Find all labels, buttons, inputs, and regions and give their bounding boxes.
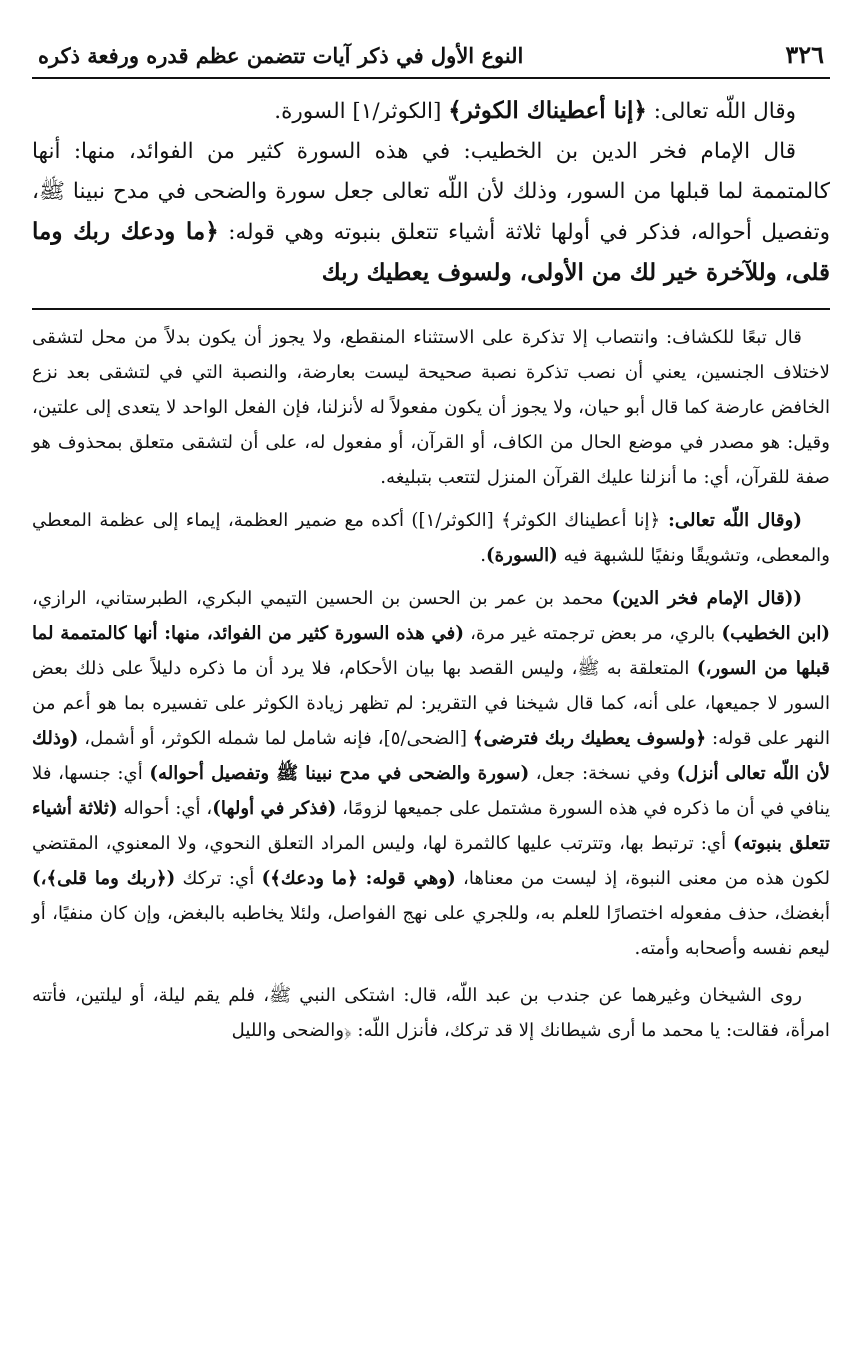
page-number: ٣٢٦ [785,40,824,69]
commentary-paragraph-3: ((قال الإمام فخر الدين) محمد بن عمر بن الحسن بن الحسين التيمي البكري، الطبرستاني، الرازي، (ابن الخطيب) بالري، مر بعض ترجمته غير مرة، (في هذه السورة كثير من الفوائد، منها: أنها كالمتممة لما قبلها من السور،) المتعلقة به ﷺ، وليس القصد بها بيان الأحكام، فلا يرد أن ما ذكره دليلاً على ذلك بعض السور لا جميعها، على أنه، كما قال شيخنا في التقرير: لم تظهر زيادة الكوثر على تفسيره بما هو أعم من النهر على قوله: ﴿ولسوف يعطيك ربك فترضى﴾ [الضحى/٥]، فإنه شامل لما شمله الكوثر، أو أشمل، (وذلك لأن اللّه تعالى أنزل) وفي نسخة: جعل، (سورة والضحى في مدح نبينا ﷺ وتفصيل أحواله) أي: جنسها، فلا ينافي في أن ما ذكره في هذه السورة مشتمل على جميعها لزومًا، (فذكر في أولها)، أي: أحواله (ثلاثة أشياء تتعلق بنبوته) أي: ترتبط بها، وتترتب عليها كالثمرة لها، وليس المراد التعلق النحوي، ولا المعنوي، المقتضي لكون هذه من معنى النبوة، إذ ليست من معناها، (وهي قوله: ﴿ما ودعك﴾) أي: تركك (﴿ربك وما قلى﴾،) أبغضك، حذف مفعوله اختصارًا للعلم به، وللجري على نهج الفواصل، ولئلا يخاطبه بالبغض، وإن كان منفيًا، أو ليعم نفسه وأصحابه وأمته. [32,588,831,959]
running-title: النوع الأول في ذكر آيات تتضمن عظم قدره ورفعة ذكره [38,43,524,68]
main-paragraph-2: قال الإمام فخر الدين بن الخطيب: في هذه السورة كثير من الفوائد، منها: أنها كالمتممة لما قبلها من السور، وذلك لأن اللّه تعالى جعل سورة والضحى في مدح نبينا ﷺ، وتفصيل أحواله، فذكر في أولها ثلاثة أشياء تتعلق بنبوته وهي قوله: ﴿ما ودعك ربك وما قلى، وللآخرة خير لك من الأولى، ولسوف يعطيك ربك [32,139,830,286]
main-text [32,91,830,294]
commentary-paragraph-1: قال تبعًا للكشاف: وانتصاب إلا تذكرة على الاستثناء المنقطع، ولا يجوز أن يكون بدلاً من محل لتشقى لاختلاف الجنسين، يعني أن نصب تذكرة نصبة صحيحة ليست بعارضة، والنصبة التي في لتشقى بعد نزع الخافض عارضة كما قال أبو حيان، ولا يجوز أن يكون مفعولاً له لأنزلنا، فإن الفعل الواحد لا يتعدى إلى علتين، وقيل: هو مصدر في موضع الحال من الكاف، أو القرآن، أو مفعول له، على أن لتشقى متعلق بمحذوف هو صفة للقرآن، أي: ما أنزلنا عليك القرآن المنزل لتتعب بتبليغه. [32,327,830,488]
commentary-paragraph-2: (وقال اللّه تعالى: ﴿إنا أعطيناك الكوثر﴾ [الكوثر/١]) أكده مع ضمير العظمة، إيماء إلى عظمة المعطي والمعطى، وتشويقًا ونفيًا للشبهة فيه (السورة). [32,510,830,566]
page-header [32,40,830,79]
footnote-divider [32,308,830,310]
main-paragraph-1: وقال اللّه تعالى: ﴿إنا أعطيناك الكوثر﴾ [الكوثر/١] السورة. [274,97,796,124]
quran-verse: ﴿إنا أعطيناك الكوثر﴾ [448,97,647,124]
commentary-paragraph-4: روى الشيخان وغيرهما عن جندب بن عبد اللّه، قال: اشتكى النبي ﷺ، فلم يقم ليلة، أو ليلتين، فأتته امرأة، فقالت: يا محمد ما أرى شيطانك إلا قد تركك، فأنزل اللّه: ﴿والضحى والليل [32,985,830,1041]
commentary-section [32,320,830,1048]
quran-verse: ﴿ما ودعك ربك وما قلى، وللآخرة خير لك من الأولى، ولسوف يعطيك ربك [32,218,830,286]
